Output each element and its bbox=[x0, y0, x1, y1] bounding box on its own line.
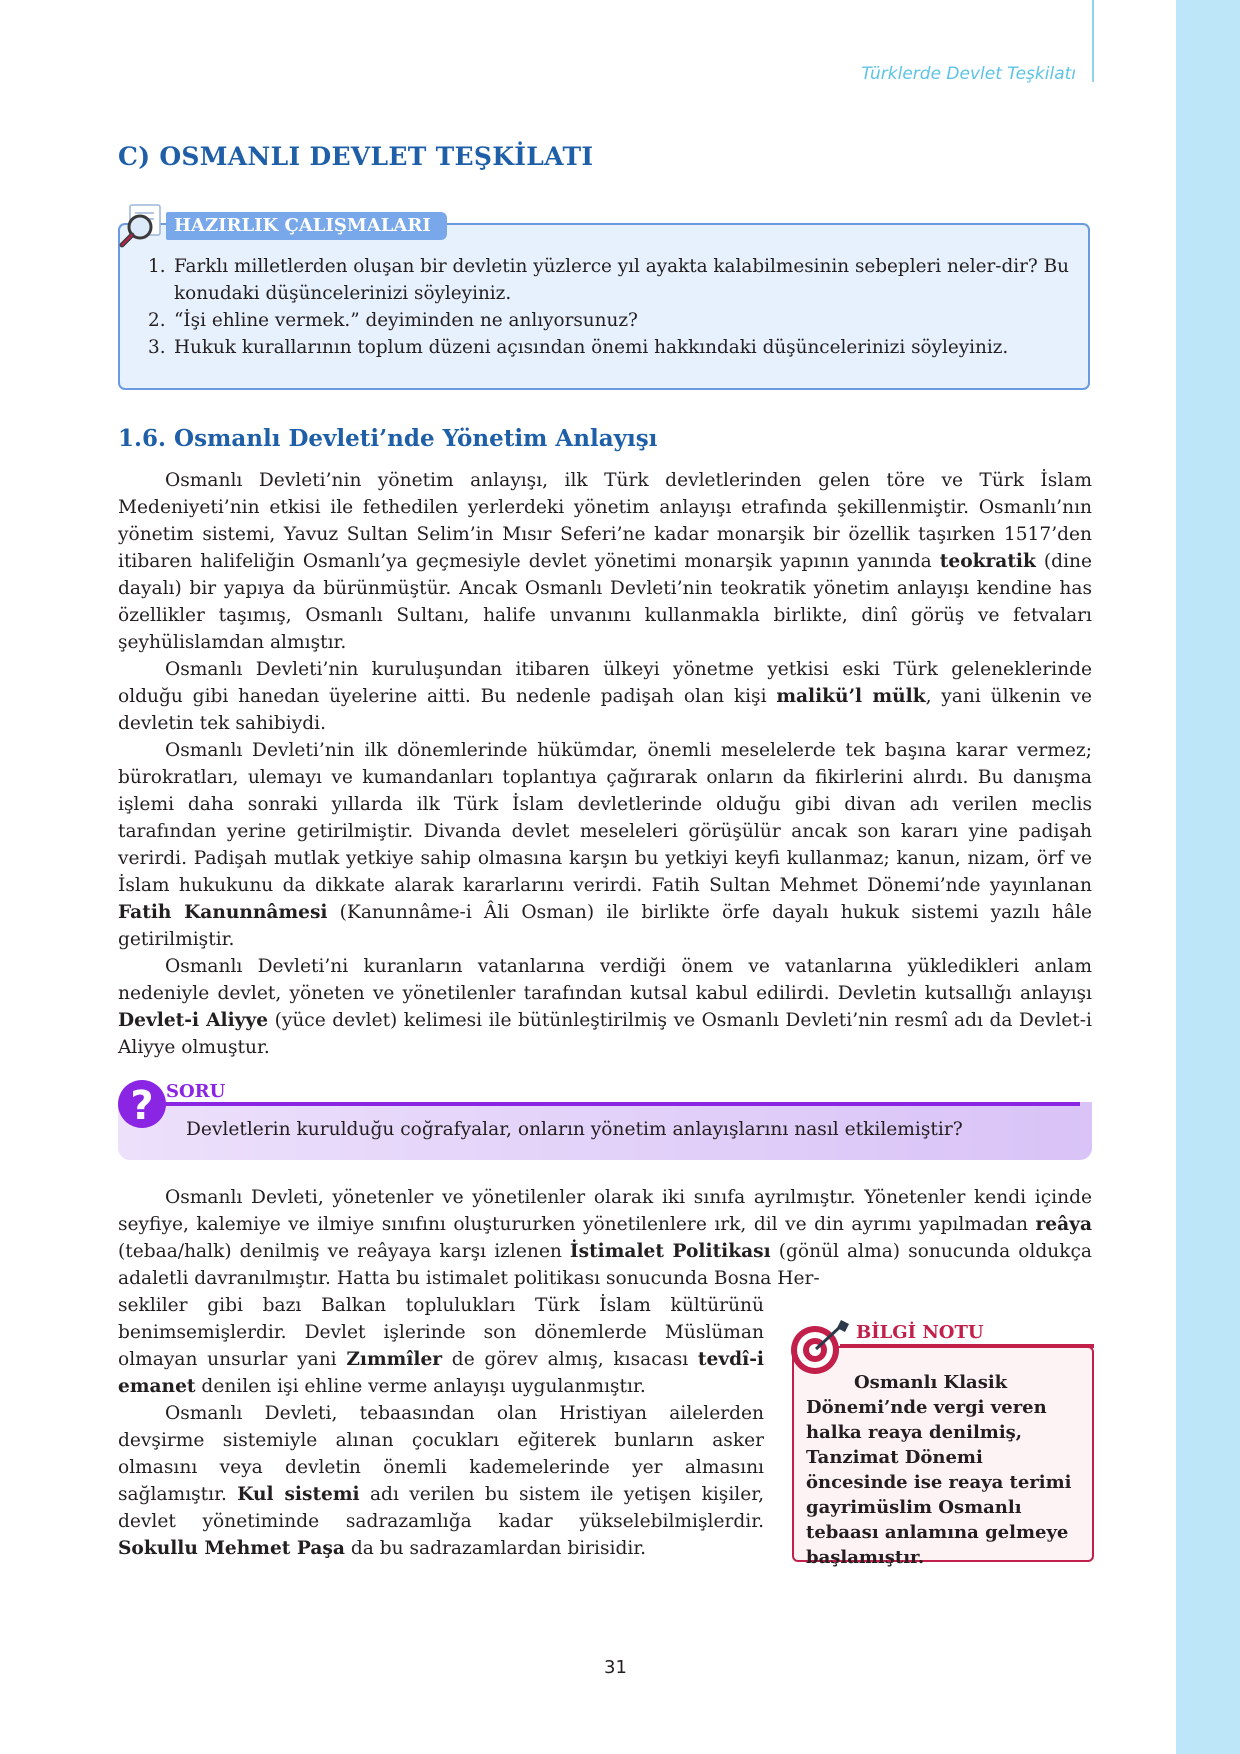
question-rule bbox=[155, 1102, 1080, 1106]
paragraph: Osmanlı Devleti’nin kuruluşundan itibaren ülkeyi yönetme yetkisi eski Türk geleneklerinde olduğu gibi hanedan üyelerine aitti. Bu nedenle padişah olan kişi malikü’l mülk, yani ülkenin ve devletin tek sahibiydi. bbox=[118, 659, 1092, 734]
paragraph: Osmanlı Devleti’nin yönetim anlayışı, ilk Türk devletlerinden gelen töre ve Türk İslam Medeniyeti’nin etkisi ile fethedilen yerlerdeki yönetim anlayışı etrafında şekillenmiştir. Osmanlı’nın yönetim sistemi, Yavuz Sultan Selim’in Mısır Seferi’ne kadar monarşik bir özellik taşırken 1517’den itibaren halifeliğin Osmanlı’ya geçmesiyle devlet yönetimi monarşik yapının yanında teokratik (dine dayalı) bir yapıya da bürünmüştür. Ancak Osmanlı Devleti’nin teokratik yönetim anlayışı kendine has özellikler taşımış, Osmanlı Sultanı, halife unvanını kullanmakla birlikte, dinî görüş ve fetvaları şeyhülislamdan almıştır. bbox=[118, 470, 1092, 653]
paragraph: Osmanlı Devleti’ni kuranların vatanlarına verdiği önem ve vatanlarına yükledikleri anlam nedeniyle devlet, yöneten ve yönetilenler tarafından kutsal kabul edilirdi. Devletin kutsallığı anlayışı Devlet-i Aliyye (yüce devlet) kelimesi ile bütünleştirilmiş ve Osmanlı Devleti’nin resmî adı da Devlet-i Aliyye olmuştur. bbox=[118, 956, 1092, 1058]
bold-term: İstimalet Politikası bbox=[569, 1241, 771, 1262]
bold-term: Sokullu Mehmet Paşa bbox=[118, 1538, 345, 1559]
bold-term: malikü’l mülk bbox=[776, 686, 926, 707]
target-icon bbox=[789, 1318, 853, 1376]
info-note-rule bbox=[840, 1344, 1094, 1348]
running-head: Türklerde Devlet Teşkilatı bbox=[861, 64, 1076, 84]
question-text: Devletlerin kurulduğu coğrafyalar, onların yönetim anlayışlarını nasıl etkilemiştir? bbox=[186, 1119, 963, 1140]
narrow-column bbox=[118, 1292, 764, 1562]
list-item: 2. “İşi ehline vermek.” deyiminden ne anlıyorsunuz? bbox=[148, 310, 638, 331]
info-note-label: BİLGİ NOTU bbox=[856, 1322, 984, 1343]
bold-term: teokratik bbox=[939, 551, 1036, 572]
right-margin-band bbox=[1176, 0, 1240, 1754]
bold-term: reâya bbox=[1035, 1214, 1092, 1235]
magnifier-icon bbox=[116, 201, 168, 249]
paragraph: Osmanlı Devleti, tebaasından olan Hristiyan ailelerden devşirme sistemiyle alınan çocukları eğiterek bunların asker olmasını veya devletin önemli kademelerinde yer almasını sağlamıştır. Kul sistemi adı verilen bu sistem ile yetişen kişiler, devlet yönetiminde sadrazamlığa kadar yükselebilmişlerdir. Sokullu Mehmet Paşa da bu sadrazamlardan birisidir. bbox=[118, 1403, 764, 1559]
page-number: 31 bbox=[604, 1657, 627, 1678]
bold-term: Zımmîler bbox=[346, 1349, 443, 1370]
bold-term: Devlet-i Aliyye bbox=[118, 1010, 269, 1031]
subsection-title: 1.6. Osmanlı Devleti’nde Yönetim Anlayışı bbox=[118, 425, 658, 452]
preparation-label: HAZIRLIK ÇALIŞMALARI bbox=[166, 212, 447, 240]
bold-term: Fatih Kanunnâmesi bbox=[118, 902, 328, 923]
paragraph-continuation: sekliler gibi bazı Balkan toplulukları Türk İslam kültürünü benimsemişlerdir. Devlet işlerinde son dönemlerde Müslüman olmayan unsurlar yani Zımmîler de görev almış, kısacası tevdî-i emanet denilen işi ehline verme anlayışı uygulanmıştır. bbox=[118, 1295, 764, 1397]
svg-text:?: ? bbox=[130, 1083, 154, 1129]
preparation-list bbox=[148, 253, 1072, 361]
bold-term: Kul sistemi bbox=[237, 1484, 360, 1505]
main-body bbox=[118, 467, 1092, 1061]
section-title: C) OSMANLI DEVLET TEŞKİLATI bbox=[118, 142, 594, 171]
question-label: SORU bbox=[166, 1081, 226, 1102]
header-rule bbox=[1092, 0, 1094, 82]
list-item: 3. Hukuk kurallarının toplum düzeni açısından önemi hakkındaki düşüncelerinizi söyleyiniz. bbox=[148, 337, 1009, 358]
paragraph: Osmanlı Devleti, yönetenler ve yönetilenler olarak iki sınıfa ayrılmıştır. Yönetenler kendi içinde seyfiye, kalemiye ve ilmiye sınıfını oluştururken yönetilenlere ırk, dil ve din ayrımı yapılmadan reâya (tebaa/halk) denilmiş ve reâyaya karşı izlenen İstimalet Politikası (gönül alma) sonucunda oldukça adaletli davranılmıştır. Hatta bu istimalet politikası sonucunda Bosna Her- bbox=[118, 1187, 1093, 1289]
info-note-text: Osmanlı Klasik Dönemi’nde vergi veren halka reaya denilmiş, Tanzimat Dönemi öncesinde ise reaya terimi gayrimüslim Osmanlı tebaası anlamına gelmeye başlamıştır. bbox=[806, 1372, 1072, 1568]
list-item: 1. Farklı milletlerden oluşan bir devletin yüzlerce yıl ayakta kalabilmesinin sebepleri neler-dir? Bu konudaki düşüncelerinizi söyleyiniz. bbox=[148, 256, 1069, 304]
paragraph: Osmanlı Devleti’nin ilk dönemlerinde hükümdar, önemli meselelerde tek başına karar vermez; bürokratları, ulemayı ve kumandanları toplantıya çağırarak onların da fikirlerini alırdı. Bu danışma işlemi daha sonraki yıllarda ilk Türk İslam devletlerinde olduğu gibi divan adı verilen meclis tarafından yerine getirilmiştir. Divanda devlet meseleleri görüşülür ancak son kararı yine padişah verirdi. Padişah mutlak yetkiye sahip olmasına karşın bu yetkiyi keyfi kullanmaz; kanun, nizam, örf ve İslam hukukunu da dikkate alarak kararlarını verirdi. Fatih Sultan Mehmet Dönemi’nde yayınlanan Fatih Kanunnâmesi (Kanunnâme-i Âli Osman) ile birlikte örfe dayalı hukuk sistemi yazılı hâle getirilmiştir. bbox=[118, 740, 1093, 950]
bold-term: tevdî-i emanet bbox=[118, 1349, 764, 1397]
question-mark-icon bbox=[117, 1077, 167, 1131]
